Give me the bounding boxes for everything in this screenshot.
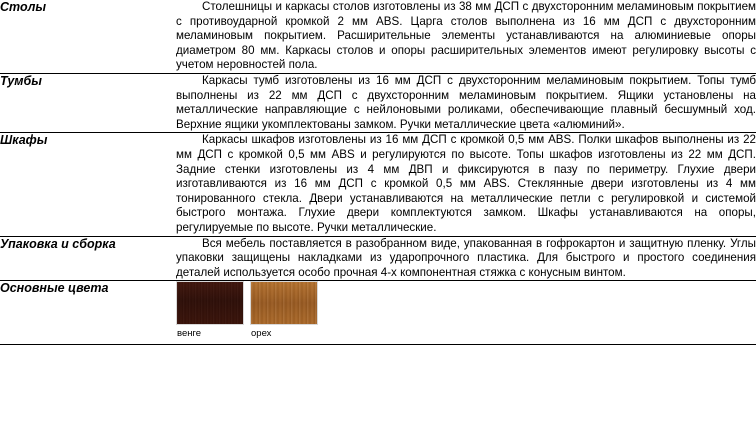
table-row: [0, 0, 756, 73]
swatch-label: орех: [251, 328, 272, 340]
row-label: Столы: [0, 0, 47, 14]
row-body-cell: [176, 73, 756, 132]
row-body: Каркасы шкафов изготовлены из 16 мм ДСП с кромкой 0,5 мм ABS. Полки шкафов выполнены из 22 мм ДСП с кромкой 0,5 мм ABS и регулируются по высоте. Топы шкафов изготовлены из 22 мм ДСП. Задние стенки изготовлены из 4 мм ДВП и фиксируются в пазу по периметру. Глухие двери изготавливаются из 16 мм ДСП с кромкой 0,5 мм ABS. Стеклянные двери изготовлены из 4 мм тонированного стекла. Двери устанавливаются на металлические петли с регулировкой и системой быстрого монтажа. Глухие двери комплектуются замком. Шкафы устанавливаются на опоры, регулируемые по высоте. Ручки металлические.: [176, 133, 756, 234]
row-label-cell: [0, 236, 176, 281]
row-body-cell: [176, 0, 756, 73]
table-row: [0, 133, 756, 236]
row-body: Каркасы тумб изготовлены из 16 мм ДСП с двухсторонним меламиновым покрытием. Топы тумб выполнены из 22 мм ДСП с двухсторонним меламиновым покрытием. Ящики установлены на металлические направляющие с нейлоновыми роликами, обеспечивающие плавный бесшумный ход. Верхние ящики укомплектованы замком. Ручки металлические цвета «алюминий».: [176, 73, 756, 131]
row-label: Шкафы: [0, 133, 48, 148]
row-label-cell: [0, 281, 176, 341]
swatch-label: венге: [177, 328, 202, 340]
row-label: Тумбы: [0, 73, 42, 88]
table-row: [0, 236, 756, 281]
bottom-divider: [0, 344, 756, 345]
row-label-cell: [0, 133, 176, 236]
row-label: Упаковка и сборка: [0, 236, 116, 251]
table-row: [0, 73, 756, 132]
table-row-colors: [0, 281, 756, 341]
row-body-cell: [176, 133, 756, 236]
row-body: Столешницы и каркасы столов изготовлены из 38 мм ДСП с двухсторонним меламиновым покрытием с противоударной кромкой 2 мм ABS. Царга столов выполнена из 16 мм ДСП с двухсторонним меламиновым покрытием. Расширительные элементы устанавливаются на алюминиевые опоры диаметром 80 мм. Каркасы столов и опоры расширительных элементов имеют регулировку высоты с учетом неровностей пола.: [176, 0, 756, 72]
color-swatch-item: [176, 281, 244, 340]
row-label-cell: [0, 73, 176, 132]
row-body-cell: [176, 236, 756, 281]
color-swatch-list: [176, 281, 756, 340]
row-label: Основные цвета: [0, 281, 109, 296]
color-swatches-cell: [176, 281, 756, 341]
row-label-cell: [0, 0, 176, 73]
swatch-oreh: [250, 281, 318, 325]
row-body: Вся мебель поставляется в разобранном виде, упакованная в гофрокартон и защитную пленку. Углы упаковки защищены накладками из ударопрочного пластика. Для быстрого и простого соединения деталей используется особо прочная 4-х компонентная стяжка с конусным винтом.: [176, 236, 756, 279]
swatch-wenge: [176, 281, 244, 325]
color-swatch-item: [250, 281, 318, 340]
